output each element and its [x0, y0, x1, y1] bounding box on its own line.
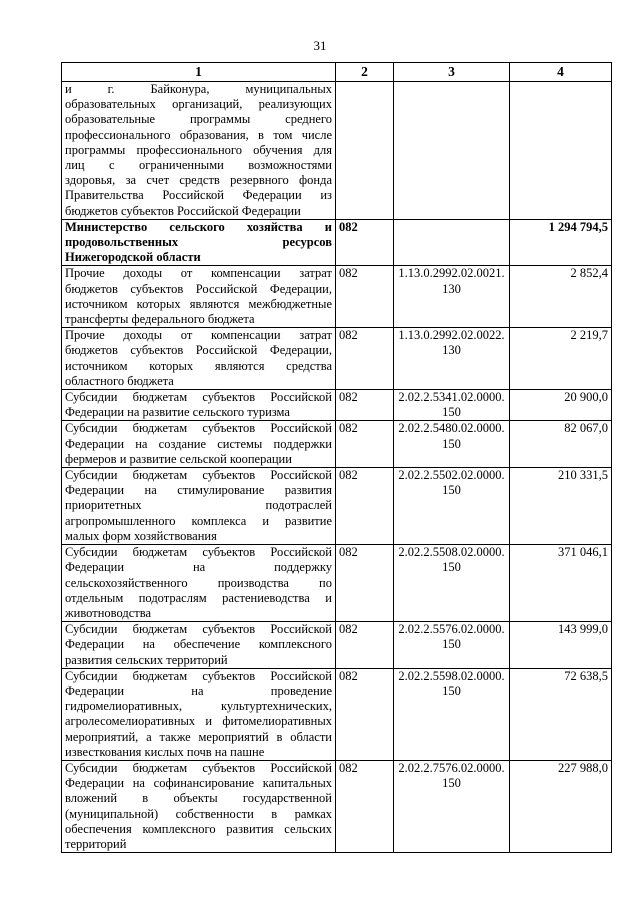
administrator-code-cell: 082: [336, 328, 394, 390]
description-line: Субсидии бюджетам субъектов Российской: [65, 421, 332, 436]
administrator-code-cell: 082: [336, 622, 394, 669]
description-line: Федерации на проведение: [65, 683, 332, 698]
administrator-code-cell: [336, 82, 394, 220]
budget-classification-code-cell: [394, 82, 510, 220]
description-line: Субсидии бюджетам субъектов Российской: [65, 468, 332, 483]
budget-classification-code-cell: 2.02.2.7576.02.0000. 150: [394, 760, 510, 852]
budget-classification-code-cell: 2.02.2.5598.02.0000. 150: [394, 668, 510, 760]
description-line: агропромышленного комплекса и развитие: [65, 513, 332, 528]
budget-revenue-table: [61, 62, 612, 853]
description-line: Субсидии бюджетам субъектов Российской: [65, 622, 332, 637]
table-row: [62, 82, 612, 220]
income-description-cell: [62, 760, 336, 852]
description-line: Федерации на стимулирование развития: [65, 483, 332, 498]
income-description-cell: [62, 219, 336, 266]
administrator-code-cell: 082: [336, 390, 394, 421]
table-row: [62, 421, 612, 468]
description-line: развития сельских территорий: [65, 652, 228, 667]
page-number: 31: [313, 38, 327, 53]
description-line: Субсидии бюджетам субъектов Российской: [65, 668, 332, 683]
description-line: Прочие доходы от компенсации затрат: [65, 328, 332, 343]
description-line: бюджетов субъектов Российской Федерации,: [65, 343, 332, 358]
description-line: Министерство сельского хозяйства и: [65, 219, 332, 234]
budget-classification-code-cell: 2.02.2.5502.02.0000. 150: [394, 468, 510, 545]
description-line: приоритетных подотраслей: [65, 498, 332, 513]
table-row: [62, 760, 612, 852]
table-row: [62, 390, 612, 421]
amount-cell: 72 638,5: [510, 668, 612, 760]
description-line: источником которых являются межбюджетные: [65, 296, 332, 311]
amount-cell: 20 900,0: [510, 390, 612, 421]
description-line: отдельным подотраслям растениеводства и: [65, 590, 332, 605]
description-line: Федерации на развитие сельского туризма: [65, 405, 290, 420]
income-description-cell: [62, 266, 336, 328]
description-line: мероприятий, а также мероприятий в области: [65, 729, 332, 744]
income-description-cell: [62, 82, 336, 220]
table-body: [62, 82, 612, 853]
administrator-code-cell: 082: [336, 545, 394, 622]
description-line: источником которых являются средства: [65, 358, 332, 373]
description-line: Федерации на создание системы поддержки: [65, 436, 332, 451]
budget-classification-code-cell: 2.02.2.5341.02.0000. 150: [394, 390, 510, 421]
description-line: фермеров и развитие сельской кооперации: [65, 451, 292, 466]
administrator-code-cell: 082: [336, 468, 394, 545]
table-header-row: [62, 63, 612, 82]
table-row: [62, 545, 612, 622]
column-header: 4: [510, 63, 612, 82]
income-description-cell: [62, 390, 336, 421]
description-line: животноводства: [65, 605, 151, 620]
amount-cell: 82 067,0: [510, 421, 612, 468]
table-row: [62, 668, 612, 760]
table-row: [62, 468, 612, 545]
description-line: здоровья, за счет средств резервного фонда: [65, 173, 332, 188]
budget-classification-code-cell: 1.13.0.2992.02.0022. 130: [394, 328, 510, 390]
description-line: бюджетов субъектов Российской Федерации: [65, 203, 301, 218]
amount-cell: 1 294 794,5: [510, 219, 612, 266]
description-line: Субсидии бюджетам субъектов Российской: [65, 545, 332, 560]
description-line: лиц с ограниченными возможностями: [65, 158, 332, 173]
table-row: [62, 328, 612, 390]
description-line: (муниципальной) собственности в рамках: [65, 806, 332, 821]
column-header: 2: [336, 63, 394, 82]
description-line: обеспечения комплексного развития сельских: [65, 821, 332, 836]
administrator-code-cell: 082: [336, 219, 394, 266]
description-line: Прочие доходы от компенсации затрат: [65, 266, 332, 281]
budget-classification-code-cell: 2.02.2.5576.02.0000. 150: [394, 622, 510, 669]
description-line: профессионального образования, в том числе: [65, 127, 332, 142]
description-line: Субсидии бюджетам субъектов Российской: [65, 760, 332, 775]
amount-cell: 2 852,4: [510, 266, 612, 328]
budget-classification-code-cell: [394, 219, 510, 266]
amount-cell: 371 046,1: [510, 545, 612, 622]
description-line: трансферты федерального бюджета: [65, 312, 255, 327]
description-line: вложений в объекты государственной: [65, 791, 332, 806]
description-line: образовательные программы среднего: [65, 112, 332, 127]
description-line: продовольственных ресурсов: [65, 235, 332, 250]
income-description-cell: [62, 468, 336, 545]
amount-cell: 2 219,7: [510, 328, 612, 390]
amount-cell: 227 988,0: [510, 760, 612, 852]
administrator-code-cell: 082: [336, 266, 394, 328]
administrator-code-cell: 082: [336, 760, 394, 852]
table-row: [62, 219, 612, 266]
budget-classification-code-cell: 2.02.2.5480.02.0000. 150: [394, 421, 510, 468]
description-line: Правительства Российской Федерации из: [65, 188, 332, 203]
description-line: Федерации на обеспечение комплексного: [65, 637, 332, 652]
budget-classification-code-cell: 2.02.2.5508.02.0000. 150: [394, 545, 510, 622]
description-line: и г. Байконура, муниципальных: [65, 82, 332, 96]
description-line: агролесомелиоративных и фитомелиоративных: [65, 714, 332, 729]
income-description-cell: [62, 668, 336, 760]
description-line: сельскохозяйственного производства по: [65, 575, 332, 590]
income-description-cell: [62, 545, 336, 622]
amount-cell: [510, 82, 612, 220]
income-description-cell: [62, 328, 336, 390]
description-line: гидромелиоративных, культуртехнических,: [65, 699, 332, 714]
table-row: [62, 622, 612, 669]
budget-classification-code-cell: 1.13.0.2992.02.0021. 130: [394, 266, 510, 328]
description-line: Нижегородской области: [65, 250, 201, 265]
description-line: программы профессионального обучения для: [65, 142, 332, 157]
income-description-cell: [62, 622, 336, 669]
column-header: 3: [394, 63, 510, 82]
description-line: областного бюджета: [65, 373, 174, 388]
description-line: Федерации на поддержку: [65, 560, 332, 575]
description-line: Федерации на софинансирование капитальных: [65, 776, 332, 791]
amount-cell: 210 331,5: [510, 468, 612, 545]
administrator-code-cell: 082: [336, 668, 394, 760]
amount-cell: 143 999,0: [510, 622, 612, 669]
description-line: бюджетов субъектов Российской Федерации,: [65, 281, 332, 296]
description-line: территорий: [65, 836, 127, 851]
description-line: известкования кислых почв на пашне: [65, 744, 265, 759]
column-header: 1: [62, 63, 336, 82]
table-row: [62, 266, 612, 328]
description-line: образовательных организаций, реализующих: [65, 97, 332, 112]
description-line: малых форм хозяйствования: [65, 528, 217, 543]
description-line: Субсидии бюджетам субъектов Российской: [65, 390, 332, 405]
administrator-code-cell: 082: [336, 421, 394, 468]
income-description-cell: [62, 421, 336, 468]
